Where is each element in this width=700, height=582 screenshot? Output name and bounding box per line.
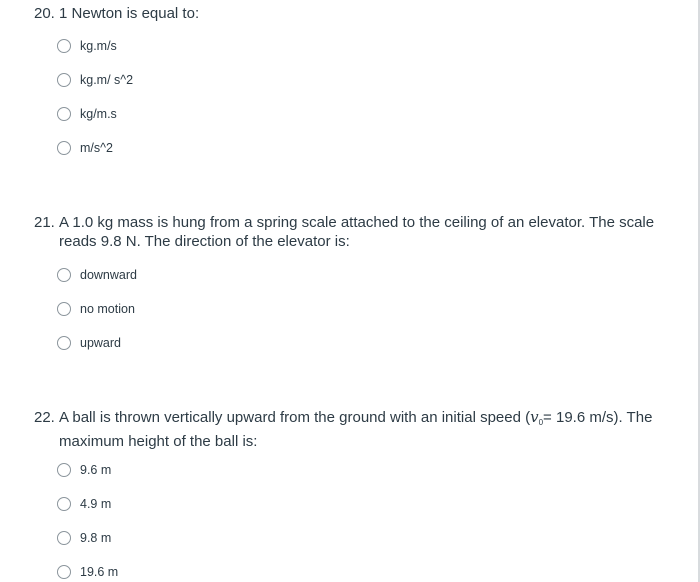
option-label: 19.6 m [80, 565, 119, 579]
question-20 [34, 4, 664, 155]
radio-button[interactable] [57, 268, 71, 282]
answer-option[interactable] [57, 37, 117, 55]
radio-button[interactable] [57, 463, 71, 477]
prompt-text-after: = 19.6 m/s). The maximum height of the ball is: [59, 409, 653, 450]
question-prompt: A 1.0 kg mass is hung from a spring scale attached to the ceiling of an elevator. The scale reads 9.8 N. The direction of the elevator is: [59, 214, 655, 250]
answer-option[interactable] [57, 300, 135, 318]
option-label: downward [80, 268, 137, 282]
option-label: 9.8 m [80, 531, 112, 545]
initial-speed-symbol: v [530, 408, 539, 426]
radio-button[interactable] [57, 39, 71, 53]
answer-option[interactable] [57, 563, 118, 581]
option-label: kg.m/s [80, 39, 117, 53]
initial-speed-subscript: 0 [538, 418, 544, 427]
question-22 [34, 408, 664, 579]
answer-option[interactable] [57, 266, 137, 284]
radio-button[interactable] [57, 73, 71, 87]
question-prompt: 1 Newton is equal to: [59, 5, 200, 22]
prompt-text-before: A ball is thrown vertically upward from the ground with an initial speed ( [59, 409, 531, 426]
question-number: 20. [34, 5, 60, 22]
question-number: 22. [34, 409, 60, 426]
option-label: upward [80, 336, 121, 350]
answer-option[interactable] [57, 461, 111, 479]
radio-button[interactable] [57, 336, 71, 350]
answer-option[interactable] [57, 139, 113, 157]
option-label: m/s^2 [80, 141, 113, 155]
question-text [34, 213, 664, 251]
answer-option[interactable] [57, 105, 117, 123]
radio-button[interactable] [57, 302, 71, 316]
radio-button[interactable] [57, 531, 71, 545]
question-prompt [59, 408, 664, 451]
question-text [34, 408, 664, 451]
option-label: 9.6 m [80, 463, 112, 477]
question-21 [34, 213, 664, 350]
question-text [34, 4, 664, 23]
answer-option[interactable] [57, 495, 111, 513]
question-number: 21. [34, 214, 60, 231]
answer-option[interactable] [57, 334, 121, 352]
radio-button[interactable] [57, 497, 71, 511]
option-label: kg/m.s [80, 107, 117, 121]
radio-button[interactable] [57, 565, 71, 579]
option-label: no motion [80, 302, 135, 316]
answer-option[interactable] [57, 529, 111, 547]
option-label: kg.m/ s^2 [80, 73, 134, 87]
radio-button[interactable] [57, 141, 71, 155]
answer-option[interactable] [57, 71, 133, 89]
option-label: 4.9 m [80, 497, 112, 511]
radio-button[interactable] [57, 107, 71, 121]
